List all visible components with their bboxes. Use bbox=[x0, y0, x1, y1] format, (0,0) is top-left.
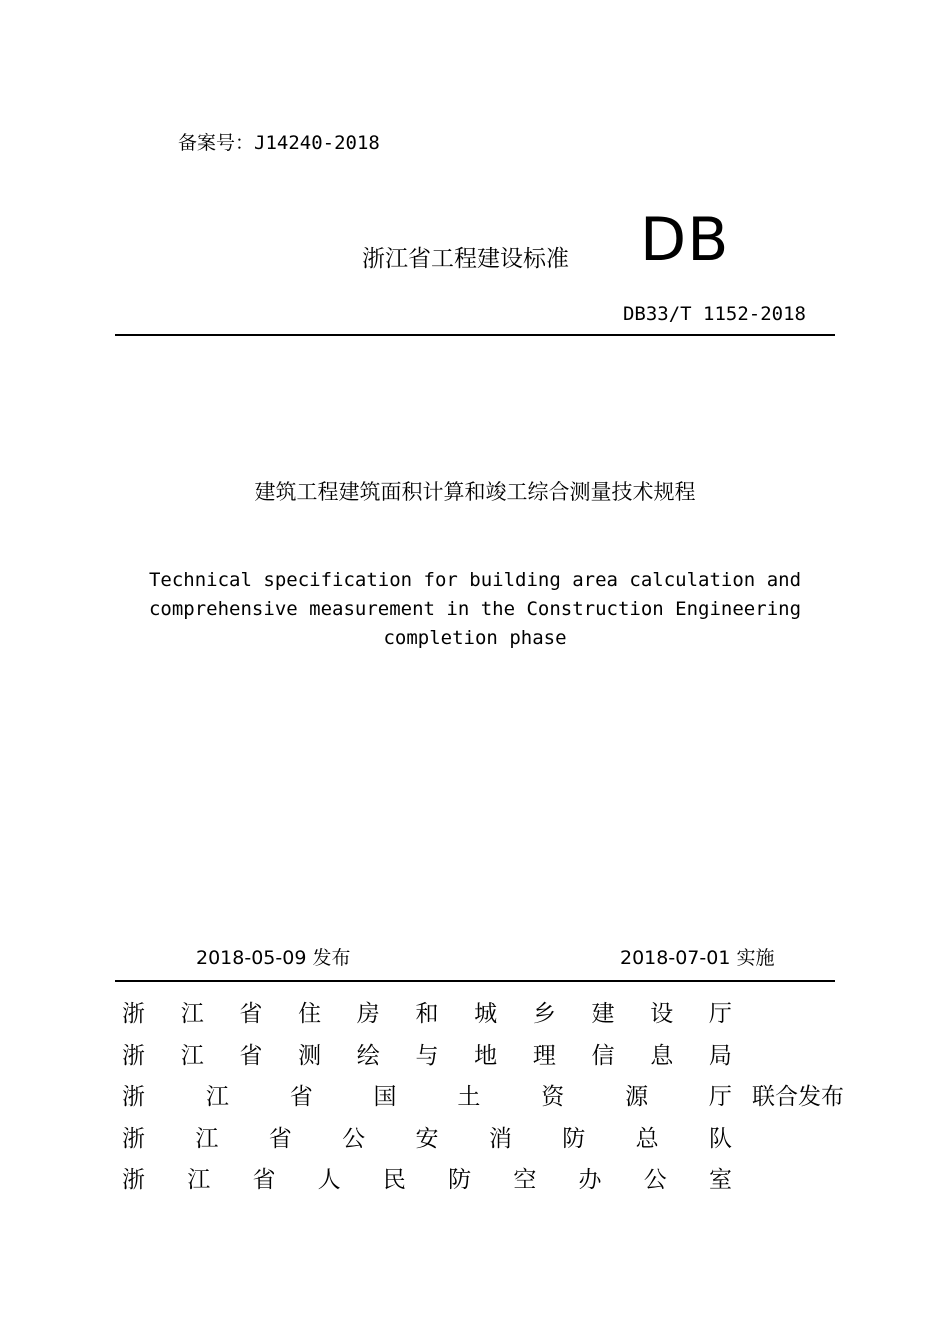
organization-char: 江 bbox=[195, 1125, 219, 1152]
organization-row bbox=[122, 1161, 742, 1203]
organization-char: 总 bbox=[635, 1125, 659, 1152]
implement-date: 2018-07-01 实施 bbox=[620, 947, 775, 969]
organization-row bbox=[122, 1120, 742, 1162]
organization-char: 安 bbox=[415, 1125, 439, 1152]
organization-char: 防 bbox=[448, 1167, 472, 1193]
organization-char: 厅 bbox=[708, 1084, 732, 1110]
organization-char: 室 bbox=[708, 1167, 732, 1193]
title-english-line: Technical specification for building area calculation and bbox=[148, 569, 802, 591]
organization-char: 省 bbox=[268, 1125, 292, 1152]
organization-char: 公 bbox=[643, 1167, 667, 1193]
issuing-organizations bbox=[122, 995, 742, 1203]
title-chinese: 建筑工程建筑面积计算和竣工综合测量技术规程 bbox=[254, 480, 696, 504]
organization-char: 土 bbox=[457, 1084, 481, 1110]
organization-char: 省 bbox=[252, 1167, 276, 1193]
organization-char: 厅 bbox=[708, 1001, 732, 1027]
organization-char: 和 bbox=[415, 1001, 439, 1027]
organization-char: 住 bbox=[298, 1001, 322, 1027]
organization-char: 与 bbox=[415, 1042, 439, 1069]
organization-char: 公 bbox=[342, 1125, 366, 1152]
organization-name bbox=[122, 995, 732, 1028]
bottom-divider bbox=[115, 980, 835, 982]
organization-char: 浙 bbox=[122, 1167, 145, 1193]
top-divider bbox=[115, 334, 835, 336]
organization-char: 江 bbox=[180, 1001, 204, 1027]
organization-char: 资 bbox=[541, 1084, 565, 1110]
organization-char: 地 bbox=[474, 1042, 498, 1069]
organization-row bbox=[122, 995, 742, 1037]
organization-name bbox=[122, 1037, 732, 1070]
title-english-line: completion phase bbox=[383, 627, 567, 649]
organization-char: 江 bbox=[180, 1042, 204, 1069]
organization-char: 设 bbox=[650, 1001, 674, 1027]
organization-char: 人 bbox=[317, 1167, 341, 1193]
organization-char: 江 bbox=[187, 1167, 211, 1193]
organization-char: 建 bbox=[591, 1001, 615, 1027]
organization-name bbox=[122, 1078, 732, 1111]
db-mark: DB bbox=[640, 205, 730, 275]
organization-char: 民 bbox=[382, 1167, 406, 1193]
title-english-line: comprehensive measurement in the Construction Engineering bbox=[148, 598, 802, 620]
organization-char: 源 bbox=[625, 1084, 649, 1110]
organization-char: 消 bbox=[488, 1125, 512, 1152]
organization-char: 防 bbox=[562, 1125, 586, 1152]
organization-char: 测 bbox=[298, 1042, 322, 1069]
organization-char: 房 bbox=[356, 1001, 380, 1027]
organization-char: 江 bbox=[205, 1084, 229, 1110]
joint-issue-label: 联合发布 bbox=[752, 1084, 844, 1110]
record-code: J14240-2018 bbox=[254, 132, 380, 154]
organization-char: 办 bbox=[578, 1167, 602, 1193]
organization-name bbox=[122, 1161, 732, 1194]
organization-name bbox=[122, 1120, 732, 1153]
organization-char: 城 bbox=[474, 1001, 498, 1027]
organization-row bbox=[122, 1078, 742, 1120]
organization-char: 省 bbox=[239, 1001, 263, 1027]
issue-date: 2018-05-09 发布 bbox=[196, 947, 351, 969]
organization-row bbox=[122, 1037, 742, 1079]
organization-char: 浙 bbox=[122, 1084, 145, 1110]
organization-char: 队 bbox=[709, 1125, 732, 1152]
record-number bbox=[178, 128, 380, 155]
organization-char: 浙 bbox=[122, 1001, 145, 1027]
title-english bbox=[0, 566, 950, 653]
organization-char: 国 bbox=[373, 1084, 397, 1110]
organization-char: 息 bbox=[650, 1042, 674, 1069]
organization-char: 乡 bbox=[532, 1001, 556, 1027]
organization-char: 信 bbox=[591, 1042, 615, 1069]
standard-number: DB33/T 1152-2018 bbox=[622, 303, 806, 325]
organization-char: 空 bbox=[513, 1167, 537, 1193]
organization-char: 绘 bbox=[356, 1042, 380, 1069]
organization-char: 理 bbox=[532, 1042, 556, 1069]
organization-char: 省 bbox=[239, 1042, 263, 1069]
organization-char: 浙 bbox=[122, 1125, 145, 1152]
organization-char: 浙 bbox=[122, 1042, 145, 1069]
record-label: 备案号： bbox=[178, 132, 255, 154]
organization-char: 省 bbox=[289, 1084, 313, 1110]
standard-category: 浙江省工程建设标准 bbox=[362, 246, 569, 272]
organization-char: 局 bbox=[708, 1042, 732, 1069]
